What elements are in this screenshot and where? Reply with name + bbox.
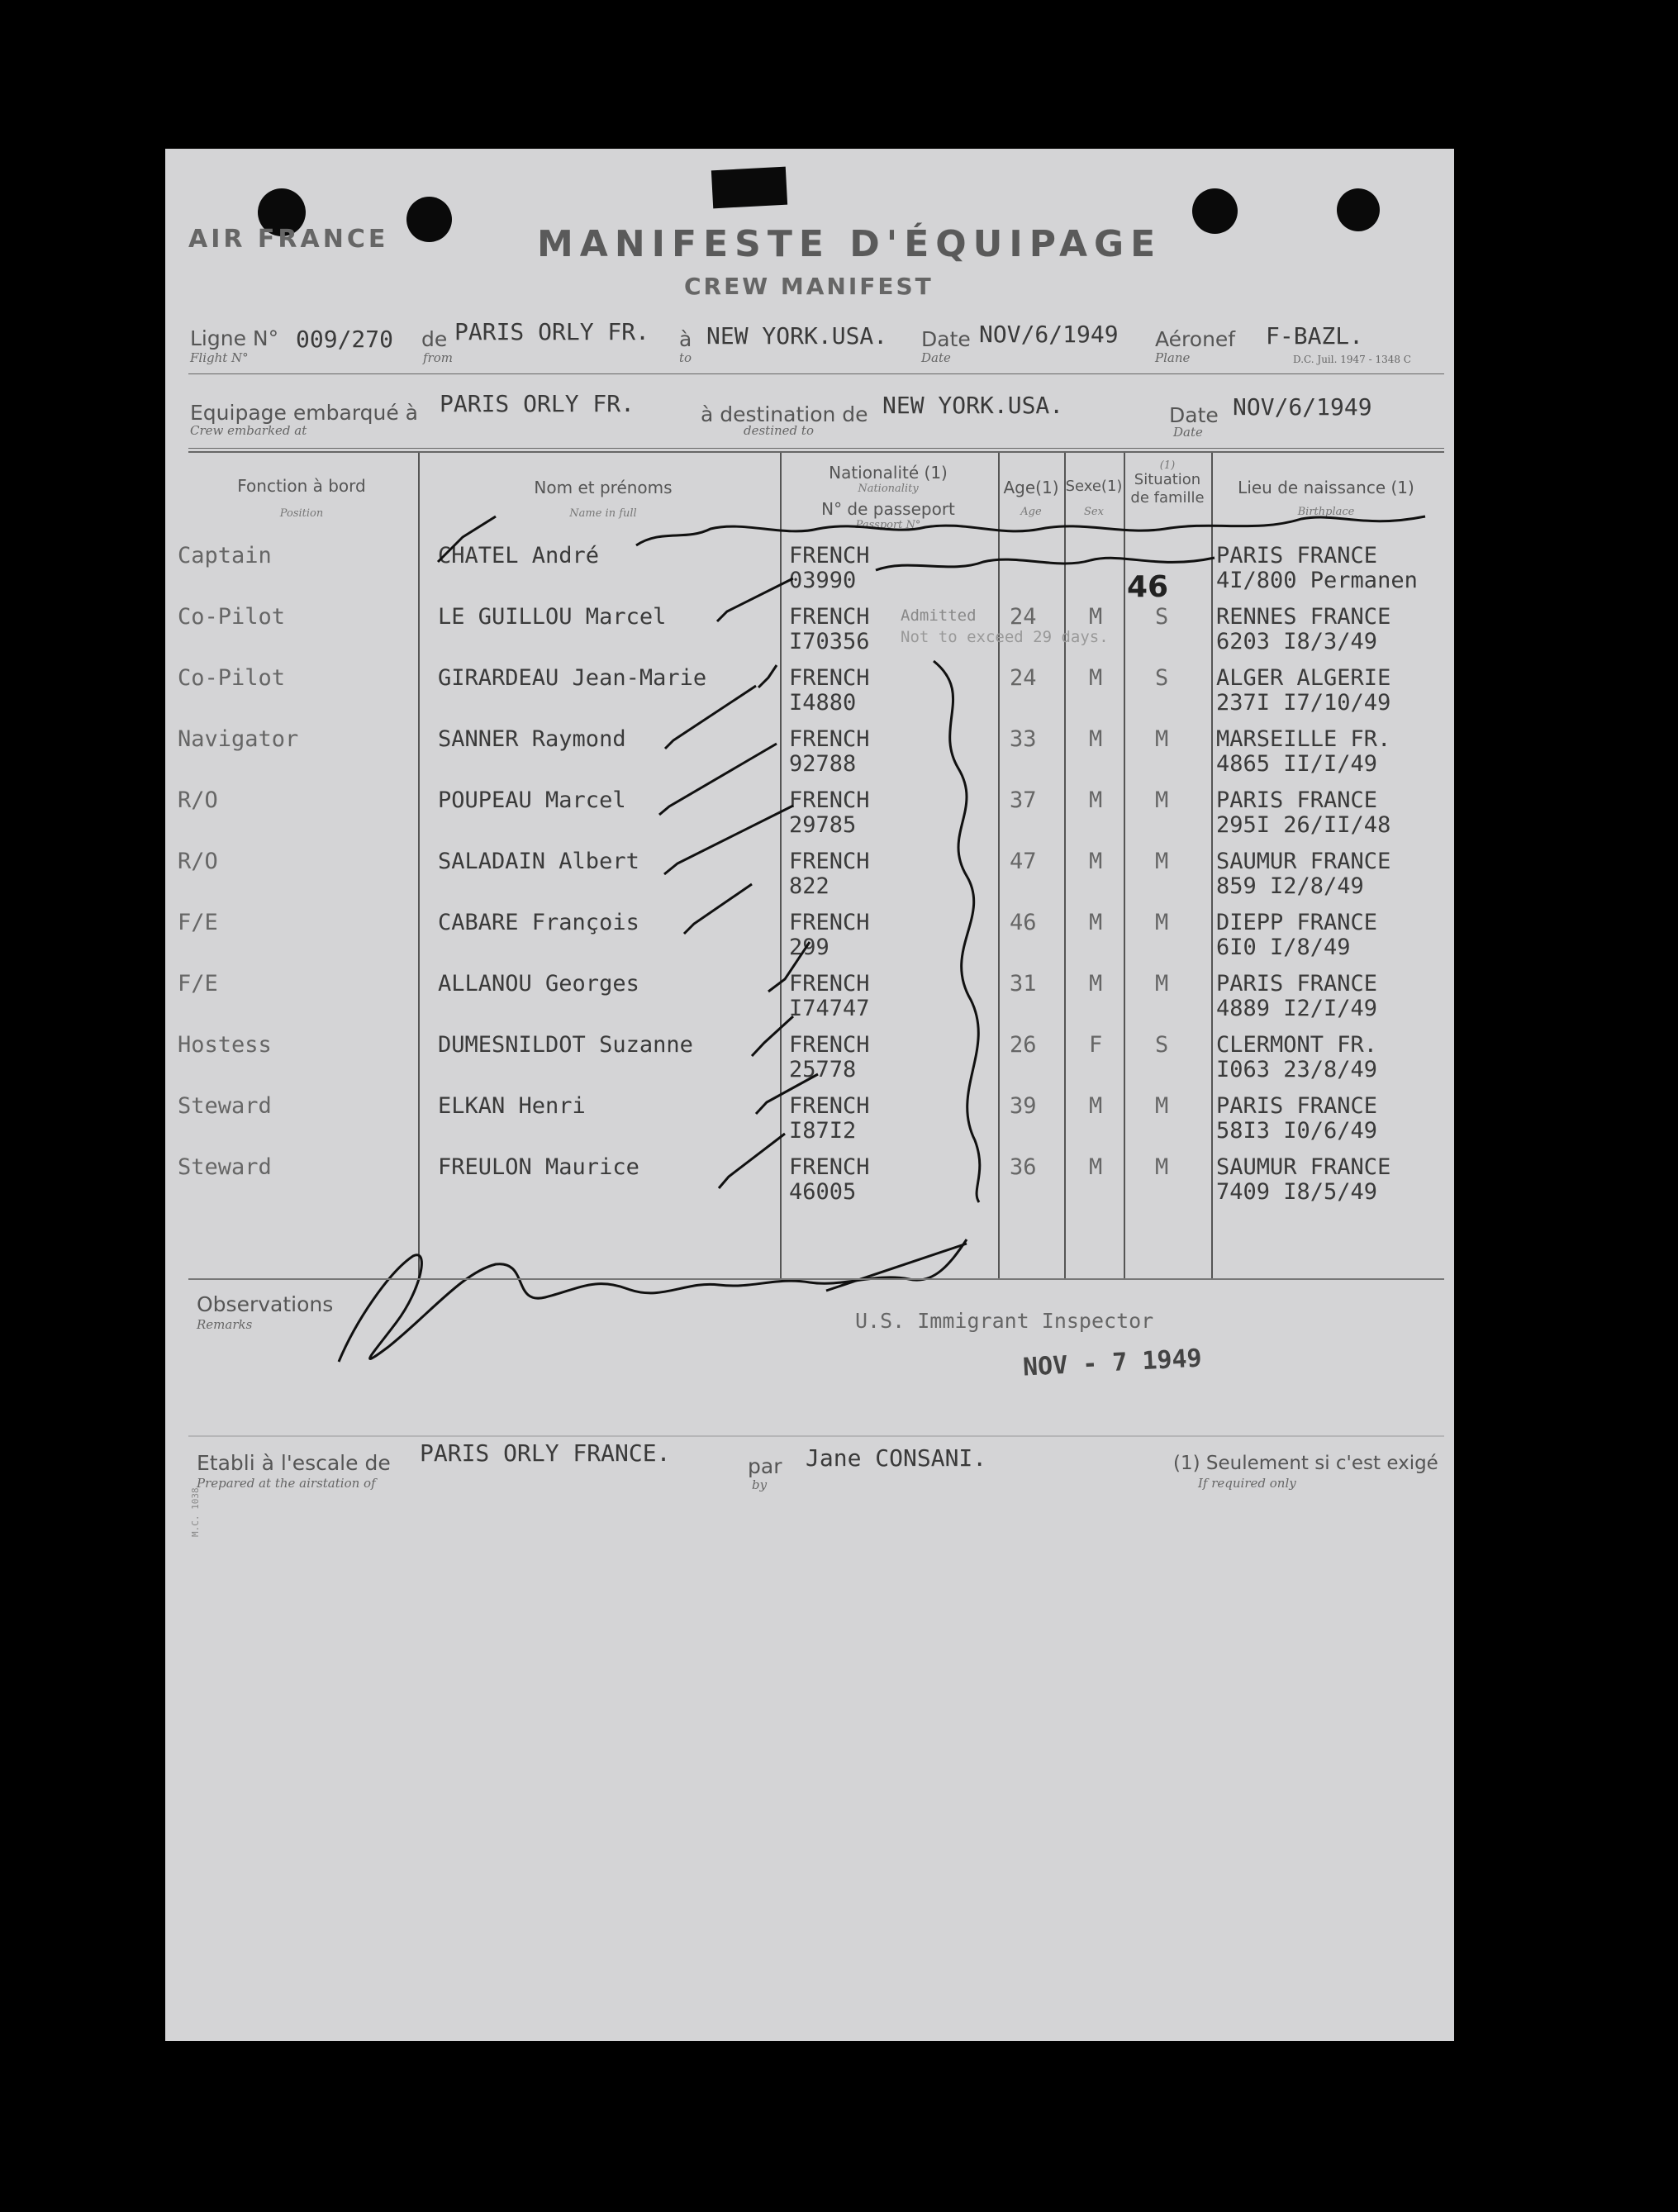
cell-birth2: 6I0 I/8/49 <box>1216 935 1351 960</box>
cell-nationality: FRENCH <box>789 910 870 935</box>
form-side-code: M.C. 1038 <box>190 1487 201 1537</box>
prepared-at-place: PARIS ORLY FRANCE. <box>420 1439 671 1467</box>
flight-from: PARIS ORLY FR. <box>454 318 650 345</box>
cell-birth2: 4865 II/I/49 <box>1216 751 1378 777</box>
checkmark <box>684 884 752 934</box>
cell-name: LE GUILLOU Marcel <box>438 604 667 630</box>
cell-birth1: PARIS FRANCE <box>1216 787 1378 813</box>
cell-birth2: 4I/800 Permanen <box>1216 568 1418 593</box>
cell-birth2: 237I I7/10/49 <box>1216 690 1391 716</box>
cell-birth1: DIEPP FRANCE <box>1216 910 1378 935</box>
cell-nationality: FRENCH <box>789 1032 870 1058</box>
cell-passport: I87I2 <box>789 1118 857 1144</box>
column-header-family-2: de famille <box>1130 489 1205 507</box>
checkmark <box>752 1016 793 1056</box>
cell-sex: M <box>1089 726 1103 752</box>
cell-age: 24 <box>1010 665 1037 691</box>
remarks-label: Observations <box>197 1292 334 1316</box>
cell-name: DUMESNILDOT Suzanne <box>438 1032 693 1058</box>
checkmark <box>665 686 756 749</box>
from-label-en: from <box>423 350 453 365</box>
inspector-title: U.S. Immigrant Inspector <box>855 1309 1154 1333</box>
flight-date: NOV/6/1949 <box>979 321 1119 348</box>
inspection-stamp-date: NOV - 7 1949 <box>1022 1344 1203 1382</box>
cell-nationality: FRENCH <box>789 1093 870 1119</box>
cell-position: R/O <box>178 787 218 813</box>
column-header-nationality-en: Nationality <box>858 483 919 495</box>
to-label-en: to <box>679 350 692 365</box>
airline-name: AIR FRANCE <box>188 225 389 254</box>
cell-birth2: 7409 I8/5/49 <box>1216 1179 1378 1205</box>
page-title: MANIFESTE D'ÉQUIPAGE <box>537 223 1162 265</box>
checkmark <box>659 744 777 815</box>
embark-date-label-en: Date <box>1173 425 1203 440</box>
cell-passport: 25778 <box>789 1057 857 1082</box>
cell-name: SANNER Raymond <box>438 726 626 752</box>
flight-label: Ligne N° <box>190 326 279 350</box>
embark-label-en: Crew embarked at <box>190 423 307 438</box>
cell-nationality: FRENCH <box>789 665 870 691</box>
plane-label-en: Plane <box>1155 350 1191 365</box>
cell-position: Co-Pilot <box>178 665 286 691</box>
cell-sex: M <box>1089 971 1103 997</box>
cell-position: F/E <box>178 971 218 997</box>
admitted-note: Admitted <box>901 607 977 625</box>
cell-family: M <box>1155 726 1169 752</box>
cell-nationality: FRENCH <box>789 1154 870 1180</box>
form-reference: D.C. Juil. 1947 - 1348 C <box>1293 354 1411 365</box>
cell-birth2: I063 23/8/49 <box>1216 1057 1378 1082</box>
cell-birth2: 4889 I2/I/49 <box>1216 996 1378 1021</box>
column-header-passport: N° de passeport <box>821 499 955 519</box>
cell-position: Hostess <box>178 1032 272 1058</box>
checkmark <box>438 516 496 562</box>
cell-sex: M <box>1089 1093 1103 1119</box>
checkmark <box>768 942 810 992</box>
cell-age: 37 <box>1010 787 1037 813</box>
remarks-label-en: Remarks <box>197 1317 253 1332</box>
cell-sex: M <box>1089 1154 1103 1180</box>
checkmark <box>717 578 793 621</box>
cell-position: Steward <box>178 1154 272 1180</box>
ditto-wave-line <box>934 661 980 1202</box>
column-header-age: Age(1) <box>1003 478 1059 497</box>
cell-sex: M <box>1089 910 1103 935</box>
stamp-number: 46 <box>1127 570 1169 604</box>
cell-age: 33 <box>1010 726 1037 752</box>
column-header-birthplace: Lieu de naissance (1) <box>1238 478 1414 497</box>
footnote: (1) Seulement si c'est exigé <box>1173 1453 1438 1474</box>
cell-passport: I4880 <box>789 690 857 716</box>
cell-sex: M <box>1089 787 1103 813</box>
cell-birth1: CLERMONT FR. <box>1216 1032 1378 1058</box>
checkmark <box>664 806 793 874</box>
cell-passport: I74747 <box>789 996 870 1021</box>
cell-position: Captain <box>178 543 272 568</box>
cell-family: M <box>1155 1093 1169 1119</box>
cell-birth1: ALGER ALGERIE <box>1216 665 1391 691</box>
cell-family: S <box>1155 665 1169 691</box>
checkmark <box>756 1074 818 1114</box>
checkmark <box>758 665 777 687</box>
column-header-nationality: Nationalité (1) <box>829 463 948 483</box>
cell-name: CHATEL André <box>438 543 600 568</box>
prepared-by-label-en: by <box>752 1477 768 1492</box>
cell-birth1: SAUMUR FRANCE <box>1216 849 1391 874</box>
cell-name: CABARE François <box>438 910 639 935</box>
plane-registration: F-BAZL. <box>1266 322 1364 350</box>
prepared-at-label-en: Prepared at the airstation of <box>197 1476 376 1491</box>
checkmark <box>719 1134 785 1188</box>
date-label: Date <box>921 327 971 351</box>
cell-birth2: 859 I2/8/49 <box>1216 873 1364 899</box>
column-header-position-en: Position <box>279 507 324 520</box>
embark-date: NOV/6/1949 <box>1233 393 1372 421</box>
destination-label-en: destined to <box>744 423 814 438</box>
cell-age: 47 <box>1010 849 1037 874</box>
column-header-name: Nom et prénoms <box>534 478 673 497</box>
column-header-sex: Sexe(1) <box>1065 478 1123 495</box>
cell-position: R/O <box>178 849 218 874</box>
cell-sex: M <box>1089 604 1103 630</box>
cell-age: 46 <box>1010 910 1037 935</box>
cell-nationality: FRENCH <box>789 849 870 874</box>
cell-nationality: FRENCH <box>789 543 870 568</box>
handwritten-annotation <box>636 516 1425 545</box>
handwritten-annotation <box>876 558 1215 570</box>
cell-age: 39 <box>1010 1093 1037 1119</box>
cell-position: Steward <box>178 1093 272 1119</box>
cell-sex: M <box>1089 665 1103 691</box>
page-subtitle: CREW MANIFEST <box>684 273 934 300</box>
column-header-family-note: (1) <box>1159 459 1176 472</box>
cell-nationality: FRENCH <box>789 971 870 997</box>
cell-age: 24 <box>1010 604 1037 630</box>
flight-to: NEW YORK.USA. <box>706 322 888 350</box>
to-label: à <box>679 327 692 351</box>
prepared-at-label: Etabli à l'escale de <box>197 1451 391 1475</box>
plane-label: Aéronef <box>1155 327 1236 351</box>
cell-age: 31 <box>1010 971 1037 997</box>
cell-position: Navigator <box>178 726 299 752</box>
cell-family: S <box>1155 604 1169 630</box>
cell-birth2: 295I 26/II/48 <box>1216 812 1391 838</box>
cell-name: GIRARDEAU Jean-Marie <box>438 665 707 691</box>
column-header-position: Fonction à bord <box>237 476 366 496</box>
cell-age: 26 <box>1010 1032 1037 1058</box>
cell-birth1: PARIS FRANCE <box>1216 971 1378 997</box>
embark-place: PARIS ORLY FR. <box>440 390 635 417</box>
cell-passport: 92788 <box>789 751 857 777</box>
embark-date-label: Date <box>1169 403 1219 427</box>
cell-birth1: PARIS FRANCE <box>1216 1093 1378 1119</box>
cell-position: F/E <box>178 910 218 935</box>
cell-age: 36 <box>1010 1154 1037 1180</box>
cell-passport: I70356 <box>789 629 870 654</box>
cell-passport: 46005 <box>789 1179 857 1205</box>
cell-family: M <box>1155 787 1169 813</box>
cell-nationality: FRENCH <box>789 787 870 813</box>
column-header-family: Situation <box>1134 471 1201 488</box>
cell-family: S <box>1155 1032 1169 1058</box>
cell-name: ELKAN Henri <box>438 1093 586 1119</box>
cell-name: ALLANOU Georges <box>438 971 639 997</box>
flight-number: 009/270 <box>296 326 394 353</box>
cell-family: M <box>1155 849 1169 874</box>
column-header-age-en: Age <box>1020 506 1042 518</box>
column-header-sex-en: Sex <box>1084 506 1104 518</box>
cell-nationality: FRENCH <box>789 726 870 752</box>
cell-sex: M <box>1089 849 1103 874</box>
destination-place: NEW YORK.USA. <box>882 392 1064 419</box>
embark-label: Equipage embarqué à <box>190 401 418 425</box>
cell-passport: 822 <box>789 873 829 899</box>
cell-birth2: 58I3 I0/6/49 <box>1216 1118 1378 1144</box>
cell-sex: F <box>1089 1032 1103 1058</box>
cell-passport: 03990 <box>789 568 857 593</box>
cell-family: M <box>1155 1154 1169 1180</box>
signature <box>339 1239 967 1362</box>
flight-label-en: Flight N° <box>190 350 249 365</box>
cell-name: SALADAIN Albert <box>438 849 639 874</box>
admitted-limit-note: Not to exceed 29 days. <box>901 628 1109 646</box>
from-label: de <box>421 327 448 351</box>
cell-family: M <box>1155 971 1169 997</box>
column-header-passport-en: Passport N° <box>855 519 921 531</box>
prepared-by-label: par <box>748 1454 782 1478</box>
destination-label: à destination de <box>701 402 868 426</box>
cell-birth1: MARSEILLE FR. <box>1216 726 1391 752</box>
cell-birth1: SAUMUR FRANCE <box>1216 1154 1391 1180</box>
cell-birth1: PARIS FRANCE <box>1216 543 1378 568</box>
cell-nationality: FRENCH <box>789 604 870 630</box>
cell-birth2: 6203 I8/3/49 <box>1216 629 1378 654</box>
column-header-birthplace-en: Birthplace <box>1297 506 1355 518</box>
cell-name: POUPEAU Marcel <box>438 787 626 813</box>
cell-birth1: RENNES FRANCE <box>1216 604 1391 630</box>
footnote-en: If required only <box>1198 1476 1296 1491</box>
cell-passport: 299 <box>789 935 829 960</box>
column-header-name-en: Name in full <box>569 507 637 520</box>
cell-family: M <box>1155 910 1169 935</box>
cell-position: Co-Pilot <box>178 604 286 630</box>
cell-passport: 29785 <box>789 812 857 838</box>
cell-name: FREULON Maurice <box>438 1154 639 1180</box>
date-label-en: Date <box>921 350 951 365</box>
prepared-by-name: Jane CONSANI. <box>806 1444 987 1472</box>
